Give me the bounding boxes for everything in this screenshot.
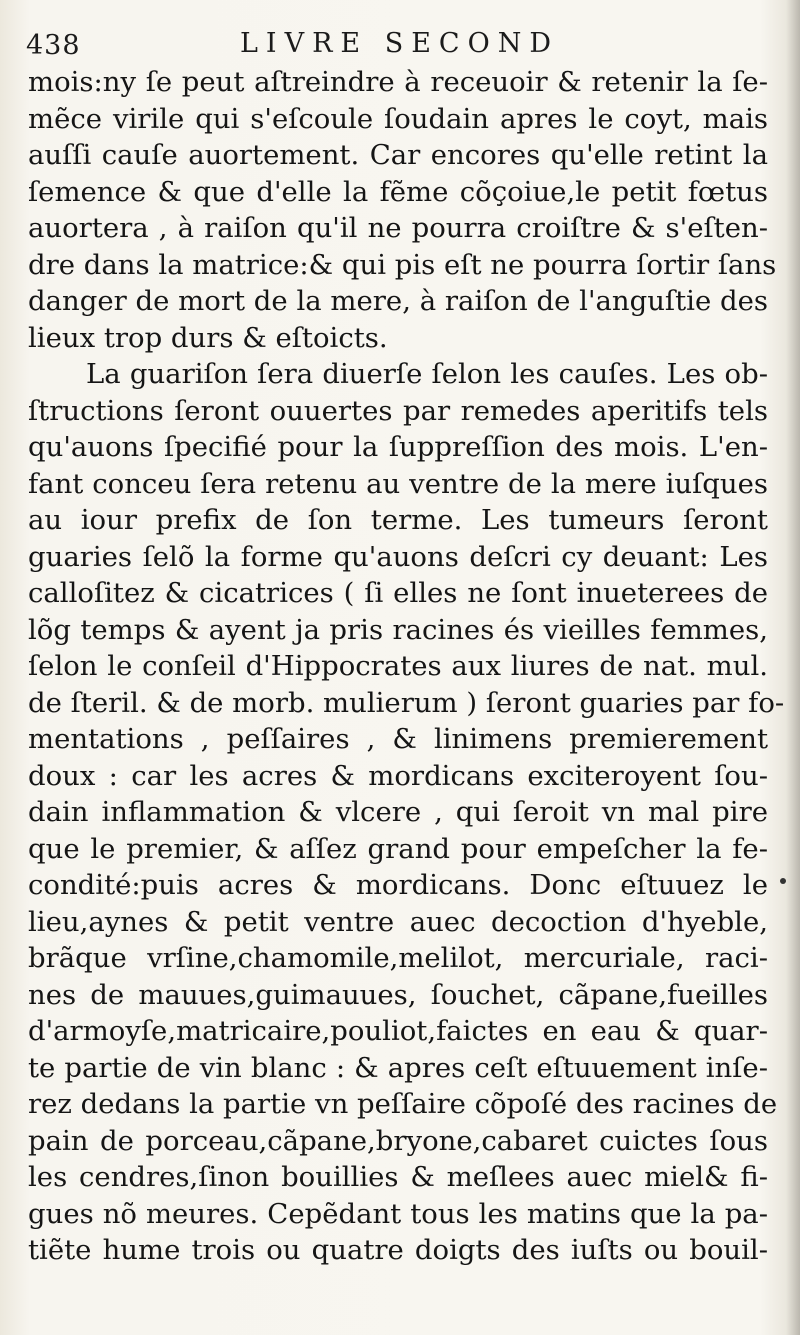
- text-line: tiẽte hume trois ou quatre doigts des iuſts ou bouil-: [28, 1234, 768, 1266]
- text-line: ſemence & que d'elle la fẽme cõçoiue,le petit fœtus: [28, 175, 768, 208]
- text-line: auortera , à raiſon qu'il ne pourra croiſtre & s'eſten-: [28, 212, 768, 244]
- page-edge-shadow: [786, 0, 800, 1335]
- text-line: condité:puis acres & mordicans. Donc eſtuuez le: [28, 869, 768, 901]
- page-header: [26, 24, 766, 64]
- body-text: [28, 64, 785, 1269]
- text-line: guaries ſelõ la forme qu'auons deſcri cy deuant: Les: [28, 540, 768, 573]
- text-line: mẽce virile qui s'eſcoule ſoudain apres le coyt, mais: [28, 102, 768, 135]
- text-line: rez dedans la partie vn peſſaire cõpoſé des racines de: [28, 1088, 778, 1120]
- text-line: qu'auons ſpecifié pour la ſuppreſſion des mois. L'en-: [28, 431, 768, 463]
- page-number: 438: [26, 30, 81, 61]
- text-line: ſtructions ſeront ouuertes par remedes aperitifs tels: [28, 394, 768, 427]
- text-line: que le premier, & aſſez grand pour empeſcher la fe-: [28, 832, 768, 865]
- text-line: de ſteril. & de morb. mulierum ) ſeront guaries par fo-: [28, 686, 785, 719]
- text-line: doux : car les acres & mordicans exciteroyent ſou-: [28, 759, 768, 792]
- text-line: au iour prefix de ſon terme. Les tumeurs ſeront: [28, 504, 768, 536]
- ink-spot: [780, 878, 786, 884]
- text-line: gues nõ meures. Cepẽdant tous les matins que la pa-: [28, 1197, 768, 1230]
- text-line: ſelon le conſeil d'Hippocrates aux liures de nat. mul.: [28, 650, 768, 682]
- running-title: LIVRE SECOND: [240, 28, 559, 59]
- text-line: fant conceu ſera retenu au ventre de la mere iuſques: [28, 467, 768, 500]
- text-line: te partie de vin blanc : & apres ceſt eſtuuement inſe-: [28, 1051, 768, 1084]
- text-line: d'armoyſe,matricaire,pouliot,faictes en eau & quar-: [28, 1015, 768, 1047]
- text-line: danger de mort de la mere, à raiſon de l'anguſtie des: [28, 285, 768, 317]
- text-line: pain de porceau,cãpane,bryone,cabaret cuictes ſous: [28, 1124, 768, 1157]
- text-line: dain inflammation & vlcere , qui ſeroit vn mal pire: [28, 796, 768, 828]
- text-line: mentations , peſſaires , & linimens premierement: [28, 723, 768, 755]
- text-line: brãque vrſine,chamomile,melilot, mercuriale, raci-: [28, 942, 768, 974]
- text-line: lõg temps & ayent ja pris racines és vieilles femmes,: [28, 613, 768, 646]
- text-line: calloſitez & cicatrices ( ſi elles ne ſont inueterees de: [28, 577, 768, 609]
- text-line: les cendres,ſinon bouillies & meſlees auec miel& fi-: [28, 1161, 768, 1193]
- text-line: nes de mauues,guimauues, ſouchet, cãpane,fueilles: [28, 978, 768, 1011]
- text-line: dre dans la matrice:& qui pis eſt ne pourra ſortir ſans: [28, 248, 777, 281]
- text-line: mois:ny ſe peut aſtreindre à receuoir & retenir la ſe-: [28, 66, 768, 98]
- text-line: auſſi cauſe auortement. Car encores qu'elle retint la: [28, 139, 768, 171]
- text-line: lieux trop durs & eſtoicts.: [28, 321, 388, 354]
- text-line: La guariſon ſera diuerſe ſelon les cauſes. Les ob-: [86, 358, 768, 390]
- text-line: lieu,aynes & petit ventre auec decoction d'hyeble,: [28, 905, 768, 938]
